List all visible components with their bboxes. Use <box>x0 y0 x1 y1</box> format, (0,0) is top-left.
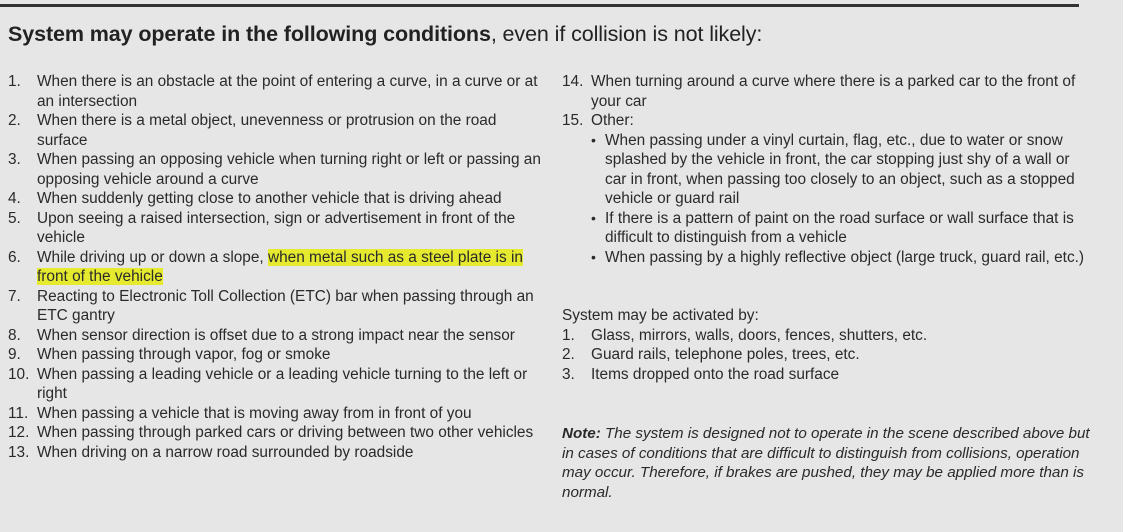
list-item <box>8 287 543 326</box>
list-item <box>8 326 543 346</box>
section-heading <box>8 22 762 47</box>
list-item <box>562 72 1092 111</box>
item-number: 12. <box>8 424 30 441</box>
activation-section <box>562 306 1082 384</box>
top-rule-divider <box>0 4 1079 7</box>
bullet-text: When passing by a highly reflective object (large truck, guard rail, etc.) <box>605 248 1085 266</box>
item-number: 11. <box>8 404 29 422</box>
note-text: The system is designed not to operate in the scene described above but in cases of conditions that are difficult to distinguish from collisions, operation may occur. Therefore, if brakes are pushed, they may be applied more than is normal. <box>562 425 1090 501</box>
item-text: When passing a vehicle that is moving away from in front of you <box>37 404 472 422</box>
item-text: Upon seeing a raised intersection, sign or advertisement in front of the vehicle <box>37 209 516 246</box>
list-item <box>8 345 543 365</box>
item-number: 8. <box>8 326 21 344</box>
item-text-plain: While driving up or down a slope, <box>37 248 268 266</box>
bullet-text: If there is a pattern of paint on the road surface or wall surface that is difficult to distinguish from a vehicle <box>605 209 1074 246</box>
other-bullet-list <box>591 131 1092 268</box>
item-text: Items dropped onto the road surface <box>591 365 840 383</box>
item-text: When passing through parked cars or driving between two other vehicles <box>37 424 534 441</box>
item-number: 15. <box>562 112 584 129</box>
conditions-list-right <box>562 72 1092 267</box>
item-text: When there is a metal object, unevenness or protrusion on the road surface <box>37 112 497 149</box>
list-item <box>562 345 1082 365</box>
note-paragraph <box>562 424 1092 502</box>
item-number: 13. <box>8 443 30 461</box>
item-number: 10. <box>8 365 30 383</box>
item-number: 2. <box>8 112 21 129</box>
item-number: 3. <box>8 151 21 168</box>
item-number: 3. <box>562 365 575 383</box>
item-text: When turning around a curve where there is a parked car to the front of your car <box>591 73 1076 110</box>
item-text: When driving on a narrow road surrounded by roadside <box>37 443 414 461</box>
bullet-item <box>591 131 1092 209</box>
list-item <box>8 209 543 248</box>
bullet-dot-icon: • <box>591 248 596 265</box>
item-text: When suddenly getting close to another vehicle that is driving ahead <box>37 190 502 207</box>
note-label: Note: <box>562 425 601 442</box>
bullet-text: When passing under a vinyl curtain, flag, etc., due to water or snow splashed by the vehicle in front, the car stopping just shy of a wall or car in front, when passing too closely to an object, such as a stopped vehicle or guard rail <box>605 131 1075 207</box>
heading-rest: , even if collision is not likely: <box>490 22 763 46</box>
item-number: 7. <box>8 287 21 305</box>
item-text: Guard rails, telephone poles, trees, etc. <box>591 346 860 363</box>
bullet-item <box>591 209 1092 248</box>
list-item <box>8 111 543 150</box>
list-item <box>8 72 543 111</box>
list-item <box>8 248 543 287</box>
list-item <box>8 404 543 424</box>
item-text: When passing an opposing vehicle when turning right or left or passing an opposing vehicle around a curve <box>37 151 541 188</box>
item-text: Reacting to Electronic Toll Collection (ETC) bar when passing through an ETC gantry <box>37 287 534 324</box>
list-item <box>8 150 543 189</box>
list-item <box>562 365 1082 385</box>
item-number: 1. <box>562 326 575 344</box>
item-text: When sensor direction is offset due to a strong impact near the sensor <box>37 326 515 344</box>
conditions-list-left <box>8 72 543 462</box>
item-number: 9. <box>8 346 21 363</box>
bullet-dot-icon: • <box>591 209 596 226</box>
item-text: Other: <box>591 112 634 129</box>
item-number: 2. <box>562 346 575 363</box>
item-text: When passing a leading vehicle or a leading vehicle turning to the left or right <box>37 365 528 402</box>
activation-title: System may be activated by: <box>562 307 759 324</box>
list-item <box>562 111 1092 131</box>
item-text <box>37 248 543 287</box>
item-number: 6. <box>8 248 21 266</box>
highlighted-text: when metal such as a steel plate is in front of the vehicle <box>37 248 523 285</box>
list-item <box>8 423 543 443</box>
bullet-dot-icon: • <box>591 131 596 148</box>
item-number: 14. <box>562 73 584 90</box>
item-text: When passing through vapor, fog or smoke <box>37 346 331 363</box>
item-number: 4. <box>8 190 21 207</box>
heading-bold: System may operate in the following conditions <box>8 22 491 46</box>
item-text: Glass, mirrors, walls, doors, fences, shutters, etc. <box>591 326 928 344</box>
item-number: 1. <box>8 73 21 90</box>
item-text: When there is an obstacle at the point of entering a curve, in a curve or at an intersection <box>37 73 538 110</box>
list-item <box>8 443 543 463</box>
item-number: 5. <box>8 209 21 227</box>
list-item <box>562 326 1082 346</box>
list-item <box>8 189 543 209</box>
list-item <box>8 365 543 404</box>
bullet-item <box>591 248 1092 268</box>
